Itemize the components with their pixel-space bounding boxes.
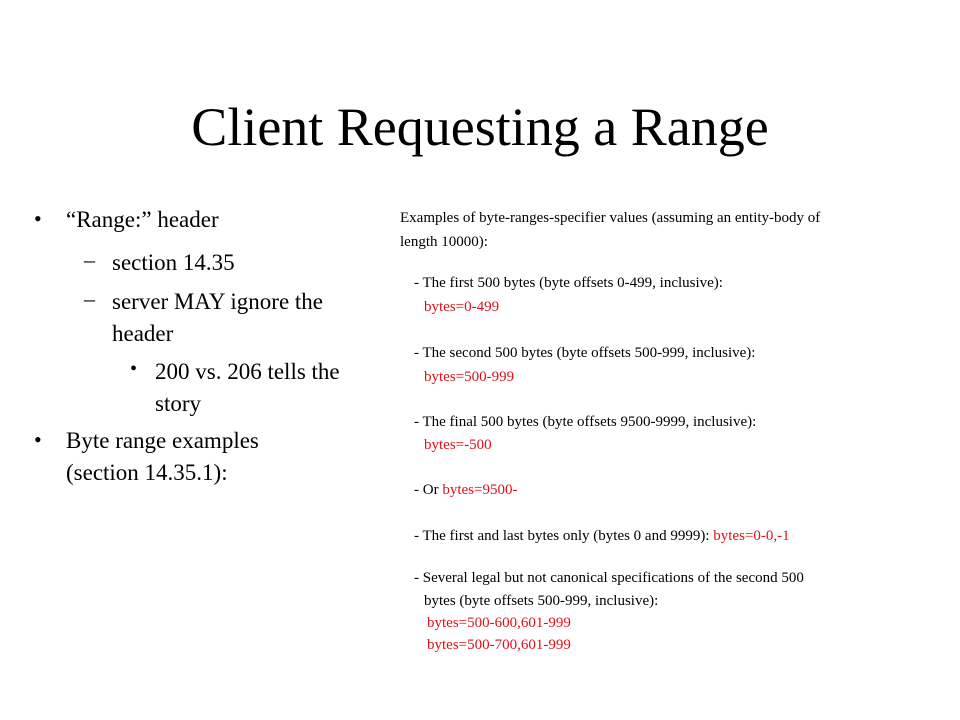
example-or-line bbox=[414, 480, 517, 501]
subbullet-server-may-ignore-line1: server MAY ignore the bbox=[112, 289, 323, 314]
example-first-500-value: bytes=0-499 bbox=[424, 299, 500, 315]
dash-marker: – bbox=[84, 286, 95, 311]
subsubbullet-status-line2: story bbox=[155, 391, 201, 416]
example-final-500-value: bytes=-500 bbox=[424, 437, 492, 453]
bullet-byte-range-line1: Byte range examples bbox=[66, 428, 259, 453]
example-first-last-line bbox=[414, 526, 790, 547]
example-first-last-value: bytes=0-0,-1 bbox=[713, 528, 790, 544]
subbullet-section: section 14.35 bbox=[112, 250, 235, 275]
bullet-byte-range-line2: (section 14.35.1): bbox=[66, 460, 228, 485]
dash-marker: – bbox=[84, 247, 95, 272]
subsubbullet-status-line1: 200 vs. 206 tells the bbox=[155, 359, 340, 384]
slide-title: Client Requesting a Range bbox=[191, 97, 769, 157]
example-noncanonical-desc-line1: - Several legal but not canonical specifications of the second 500 bbox=[414, 570, 804, 586]
example-second-500-desc: - The second 500 bytes (byte offsets 500-999, inclusive): bbox=[414, 345, 756, 361]
example-or-value: bytes=9500- bbox=[442, 482, 518, 498]
bullet-marker: • bbox=[130, 358, 138, 380]
example-or-prefix: - Or bbox=[414, 482, 443, 498]
example-noncanonical-value1: bytes=500-600,601-999 bbox=[427, 615, 571, 631]
bullet-marker: • bbox=[34, 206, 42, 231]
example-first-500-desc: - The first 500 bytes (byte offsets 0-499, inclusive): bbox=[414, 275, 723, 291]
example-final-500-desc: - The final 500 bytes (byte offsets 9500-9999, inclusive): bbox=[414, 414, 757, 430]
examples-intro-line2: length 10000): bbox=[400, 234, 488, 250]
example-noncanonical-value2: bytes=500-700,601-999 bbox=[427, 637, 571, 653]
examples-intro-line1: Examples of byte-ranges-specifier values (assuming an entity-body of bbox=[400, 210, 821, 226]
example-second-500-value: bytes=500-999 bbox=[424, 369, 515, 385]
example-first-last-desc: - The first and last bytes only (bytes 0 and 9999): bbox=[414, 528, 714, 544]
bullet-range-header: “Range:” header bbox=[66, 207, 219, 232]
bullet-marker: • bbox=[34, 427, 42, 452]
example-noncanonical-desc-line2: bytes (byte offsets 500-999, inclusive): bbox=[424, 593, 659, 609]
subbullet-server-may-ignore-line2: header bbox=[112, 321, 174, 346]
